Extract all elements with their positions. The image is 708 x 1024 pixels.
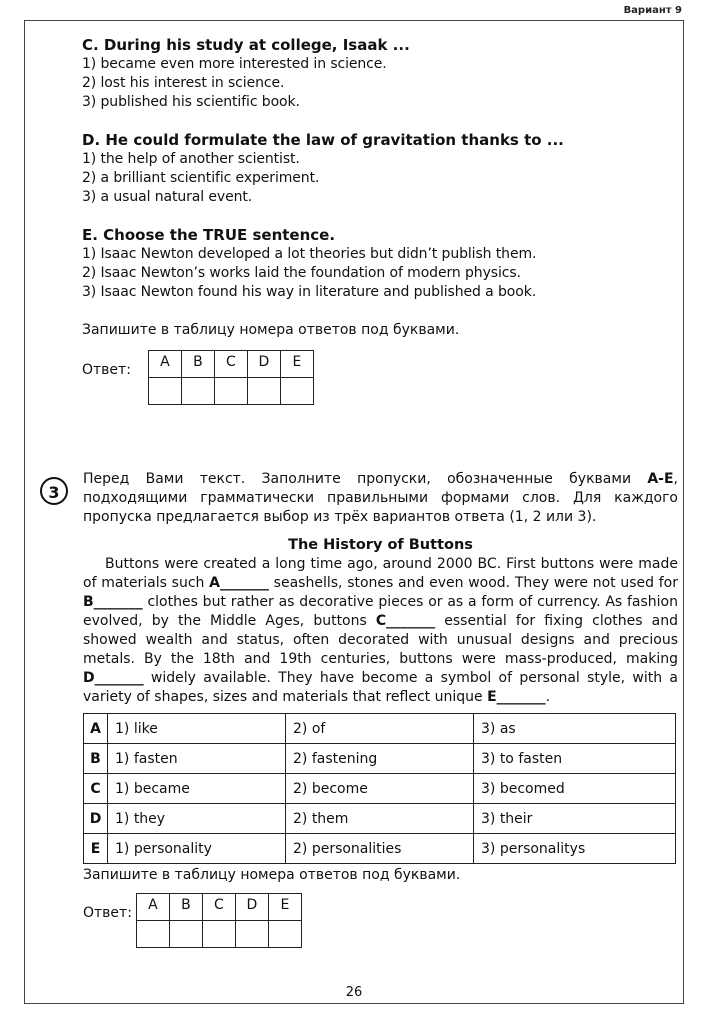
- gap-b: B_______: [83, 594, 143, 610]
- answer-cell-d[interactable]: [247, 378, 280, 405]
- intro-letters: A-E: [647, 471, 674, 487]
- answer-row: [82, 350, 678, 405]
- option-1: 1) like: [108, 714, 286, 744]
- table-row: [84, 714, 676, 744]
- option-2: 2) personalities: [286, 834, 474, 864]
- row-letter: C: [84, 774, 108, 804]
- answer-header-e: E: [268, 894, 301, 921]
- option-1: 1) they: [108, 804, 286, 834]
- option-2: 2) of: [286, 714, 474, 744]
- passage-segment: seashells, stones and even wood. They were not used for: [268, 575, 679, 591]
- question-title: E. Choose the TRUE sentence.: [82, 226, 336, 244]
- option: 3) published his scientific book.: [82, 94, 300, 110]
- passage-segment: Buttons were created a long time ago, around 2000 BC. First buttons were made of materials such: [83, 556, 678, 591]
- passage-segment: essential for fixing clothes and showed wealth and status, often decorated with unusual designs and precious metals. By the 18th and 19th centuries, buttons were mass-produced, making: [83, 613, 678, 667]
- option-3: 3) to fasten: [474, 744, 676, 774]
- answer-table: [148, 350, 314, 405]
- questions-section: [82, 36, 678, 405]
- passage-text: [83, 555, 678, 707]
- option: 2) a brilliant scientific experiment.: [82, 170, 320, 186]
- passage-segment: widely available. They have become a symbol of personal style, with a variety of shapes, sizes and materials that reflect unique: [83, 670, 678, 705]
- option-3: 3) becomed: [474, 774, 676, 804]
- option-1: 1) personality: [108, 834, 286, 864]
- answer-cell-c[interactable]: [202, 921, 235, 948]
- answer-table: [136, 893, 302, 948]
- option: 1) Isaac Newton developed a lot theories but didn’t publish them.: [82, 246, 537, 262]
- gap-d: D_______: [83, 670, 144, 686]
- option-3: 3) personalitys: [474, 834, 676, 864]
- answer-instruction: Запишите в таблицу номера ответов под буквами.: [83, 867, 461, 883]
- intro-text: Перед Вами текст. Заполните пропуски, обозначенные буквами: [83, 471, 648, 487]
- option-3: 3) their: [474, 804, 676, 834]
- answer-header-b: B: [169, 894, 202, 921]
- answer-cell-e[interactable]: [280, 378, 313, 405]
- option-2: 2) become: [286, 774, 474, 804]
- row-letter: B: [84, 744, 108, 774]
- passage-segment: clothes but rather as decorative pieces or as a form of currency. As fashion evolved, by the Middle Ages, buttons: [83, 594, 678, 629]
- passage-title: The History of Buttons: [288, 537, 473, 553]
- answer-cell-b[interactable]: [169, 921, 202, 948]
- table-row: [84, 744, 676, 774]
- gap-c: C_______: [375, 613, 436, 629]
- answer-cell-a[interactable]: [136, 921, 169, 948]
- passage-segment: .: [545, 689, 551, 705]
- row-letter: D: [84, 804, 108, 834]
- table-row: [84, 804, 676, 834]
- answer-row: [83, 893, 678, 948]
- answer-header-e: E: [280, 351, 313, 378]
- answer-header-a: A: [136, 894, 169, 921]
- option: 2) lost his interest in science.: [82, 75, 285, 91]
- answer-cell-d[interactable]: [235, 921, 268, 948]
- option-3: 3) as: [474, 714, 676, 744]
- answer-label: Ответ:: [82, 362, 131, 378]
- table-row: [84, 774, 676, 804]
- question-c: [82, 36, 678, 112]
- answer-cell-b[interactable]: [181, 378, 214, 405]
- answer-header-a: A: [148, 351, 181, 378]
- option-2: 2) fastening: [286, 744, 474, 774]
- answer-cell-c[interactable]: [214, 378, 247, 405]
- answer-header-d: D: [235, 894, 268, 921]
- page-number: 26: [345, 985, 363, 1000]
- row-letter: E: [84, 834, 108, 864]
- gap-e: E_______: [487, 689, 546, 705]
- question-e: [82, 226, 678, 302]
- answer-header-c: C: [214, 351, 247, 378]
- option-1: 1) fasten: [108, 744, 286, 774]
- task-number-badge: 3: [40, 477, 68, 505]
- variant-label: Вариант 9: [623, 5, 682, 16]
- option-2: 2) them: [286, 804, 474, 834]
- option: 1) the help of another scientist.: [82, 151, 300, 167]
- row-letter: A: [84, 714, 108, 744]
- option: 2) Isaac Newton’s works laid the foundation of modern physics.: [82, 265, 521, 281]
- task-instructions: [83, 470, 678, 527]
- answer-header-d: D: [247, 351, 280, 378]
- option: 3) Isaac Newton found his way in literature and published a book.: [82, 284, 537, 300]
- option: 1) became even more interested in science.: [82, 56, 387, 72]
- answer-header-c: C: [202, 894, 235, 921]
- answer-label: Ответ:: [83, 905, 132, 921]
- question-d: [82, 131, 678, 207]
- question-title: D. He could formulate the law of gravitation thanks to ...: [82, 131, 564, 149]
- question-title: C. During his study at college, Isaak ...: [82, 36, 410, 54]
- gap-a: A_______: [209, 575, 269, 591]
- answer-header-b: B: [181, 351, 214, 378]
- task-3: [40, 470, 678, 948]
- intro-text: , подходящими грамматически правильными формами слов. Для каждого пропуска предлагается выбор из трёх вариантов ответа (1, 2 или 3).: [83, 471, 678, 525]
- answer-cell-a[interactable]: [148, 378, 181, 405]
- answer-instruction: Запишите в таблицу номера ответов под буквами.: [82, 322, 460, 338]
- options-table: [83, 713, 676, 864]
- table-row: [84, 834, 676, 864]
- option-1: 1) became: [108, 774, 286, 804]
- option: 3) a usual natural event.: [82, 189, 253, 205]
- answer-cell-e[interactable]: [268, 921, 301, 948]
